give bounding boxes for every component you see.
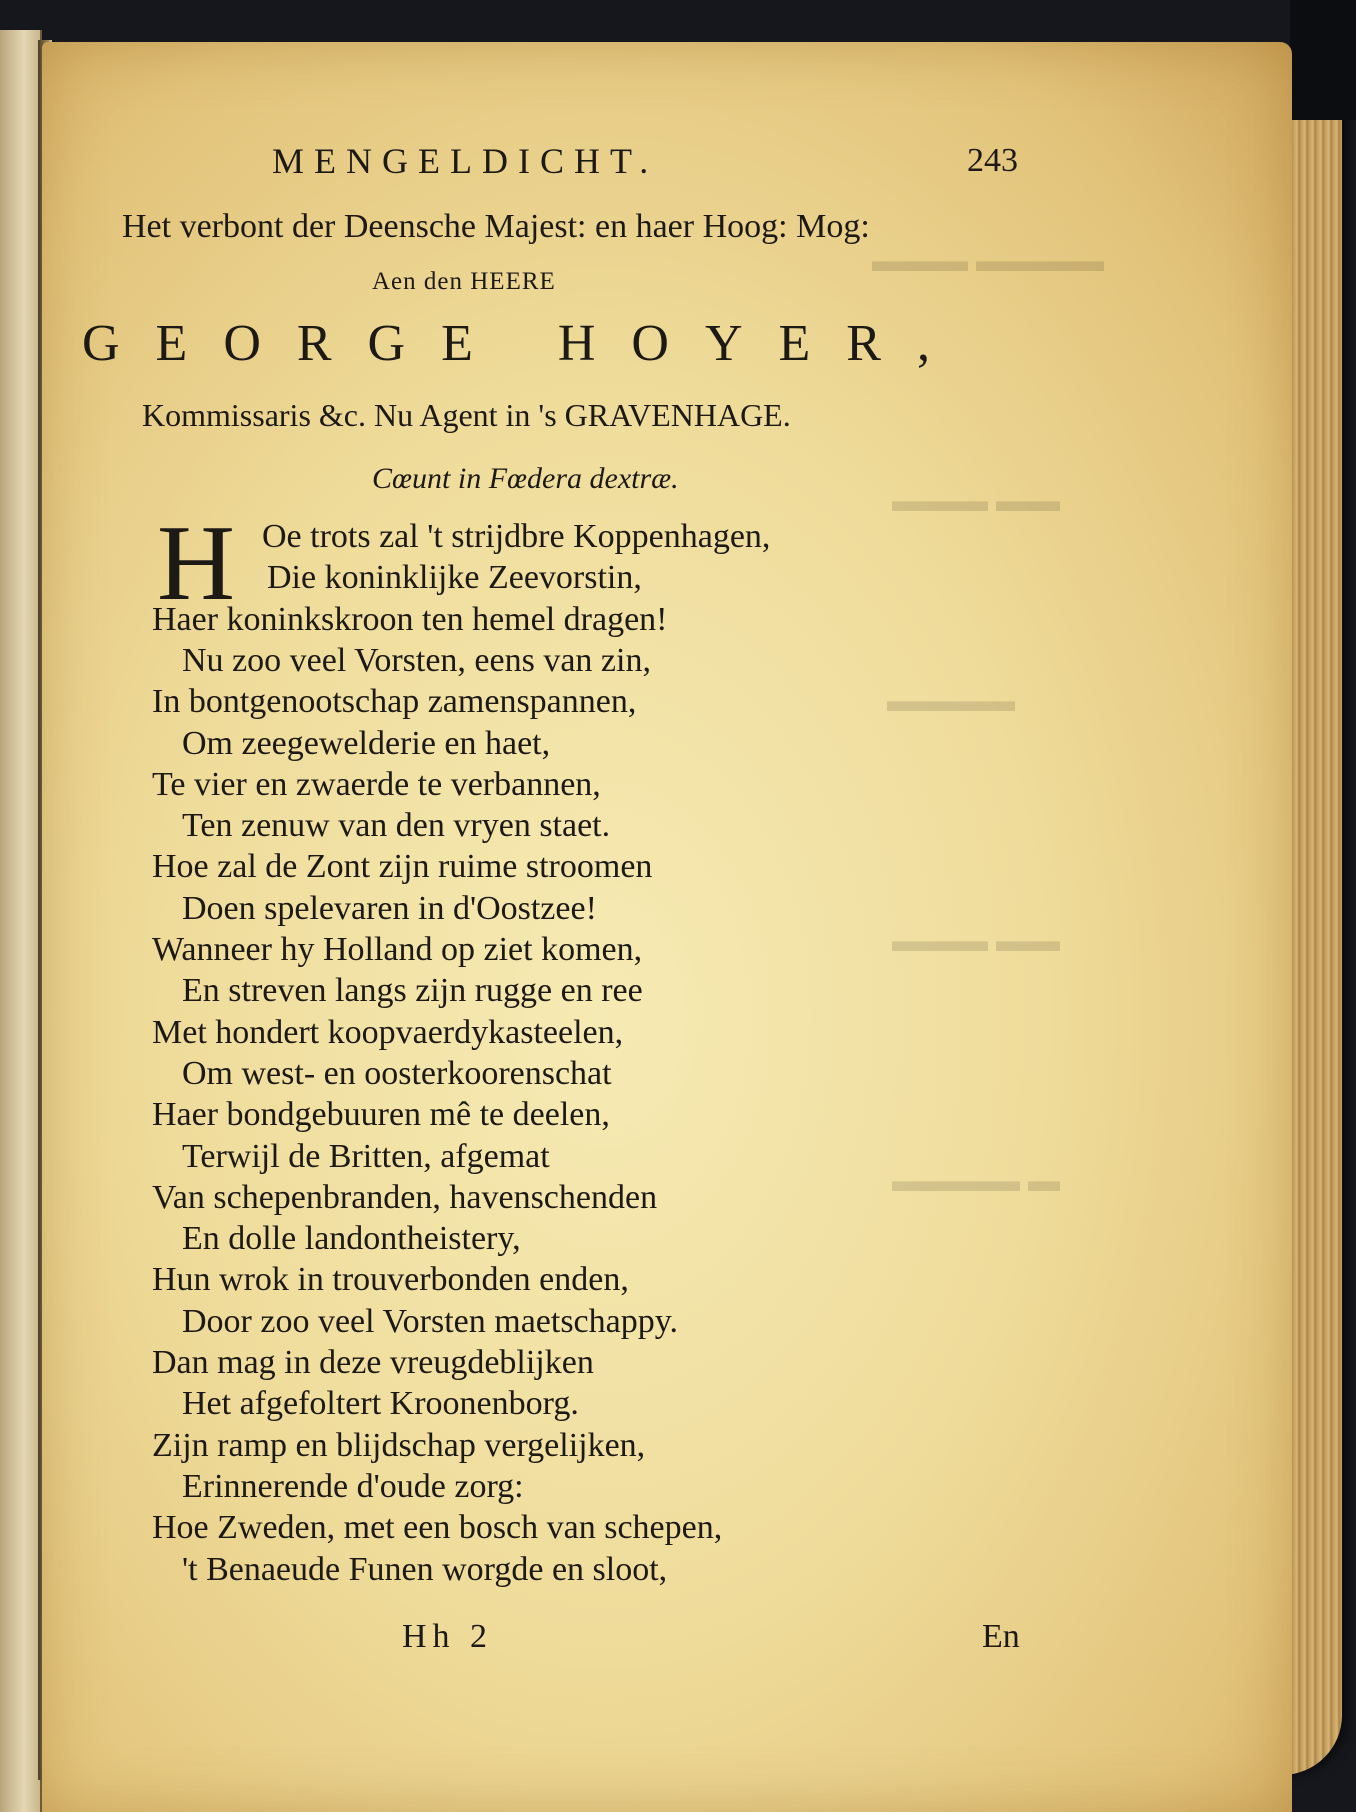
verse-line: Om zeegewelderie en haet,	[182, 725, 551, 762]
previous-page-edge	[0, 30, 42, 1812]
page-number: 243	[967, 142, 1018, 179]
signature-mark: Hh 2	[402, 1618, 494, 1655]
addressee-intro: Aen den HEERE	[372, 268, 556, 295]
verse-line: Wanneer hy Holland op ziet komen,	[152, 931, 643, 968]
background-shadow	[1290, 0, 1356, 120]
running-title: MENGELDICHT.	[272, 141, 659, 181]
verse-line: Door zoo veel Vorsten maetschappy.	[182, 1303, 679, 1340]
catchword: En	[982, 1618, 1020, 1655]
show-through-text: ▬▬▬▬ ▬	[892, 1162, 1060, 1198]
verse-line: Dan mag in deze vreugdeblijken	[152, 1344, 594, 1381]
verse-line: Hoe Zweden, met een bosch van schepen,	[152, 1509, 723, 1546]
verse-line: Haer koninkskroon ten hemel dragen!	[152, 601, 668, 638]
verse-line: Van schepenbranden, havenschenden	[152, 1179, 658, 1216]
verse-line: Die koninklijke Zeevorstin,	[267, 559, 642, 596]
verse-line: Terwijl de Britten, afgemat	[182, 1138, 550, 1175]
verse-line: Ten zenuw van den vryen staet.	[182, 807, 611, 844]
verse-line: Doen spelevaren in d'Oostzee!	[182, 890, 597, 927]
show-through-text: ▬▬▬▬	[887, 682, 1015, 718]
motto: Cœunt in Fœdera dextræ.	[372, 462, 679, 495]
verse-line: Oe trots zal 't strijdbre Koppenhagen,	[262, 518, 771, 555]
addressee-name: GEORGE HOYER,	[82, 315, 966, 372]
verse-line: Hun wrok in trouverbonden enden,	[152, 1261, 629, 1298]
show-through-text: ▬▬▬ ▬▬	[892, 922, 1060, 958]
addressee-office: Kommissaris &c. Nu Agent in 's GRAVENHAGE.	[142, 397, 791, 433]
verse-line: Erinnerende d'oude zorg:	[182, 1468, 524, 1505]
poem-subject: Het verbont der Deensche Majest: en haer Hoog: Mog:	[122, 208, 870, 245]
verse-line: Met hondert koopvaerdykasteelen,	[152, 1014, 624, 1051]
verse-line: Te vier en zwaerde te verbannen,	[152, 766, 601, 803]
verse-line: En dolle landontheistery,	[182, 1220, 521, 1257]
verse-line: En streven langs zijn rugge en ree	[182, 972, 643, 1009]
verse-line: Haer bondgebuuren mê te deelen,	[152, 1096, 610, 1133]
verse-line: 't Benaeude Funen worgde en sloot,	[182, 1551, 668, 1588]
verse-line: Nu zoo veel Vorsten, eens van zin,	[182, 642, 651, 679]
verse-line: Het afgefoltert Kroonenborg.	[182, 1385, 579, 1422]
show-through-text: ▬▬▬ ▬▬▬▬	[872, 242, 1104, 278]
book-page	[42, 42, 1292, 1812]
verse-line: Hoe zal de Zont zijn ruime stroomen	[152, 848, 653, 885]
show-through-text: ▬▬▬ ▬▬	[892, 482, 1060, 518]
verse-line: Zijn ramp en blijdschap vergelijken,	[152, 1427, 646, 1464]
drop-cap: H	[157, 504, 235, 623]
verse-line: Om west- en oosterkoorenschat	[182, 1055, 612, 1092]
verse-line: In bontgenootschap zamenspannen,	[152, 683, 637, 720]
